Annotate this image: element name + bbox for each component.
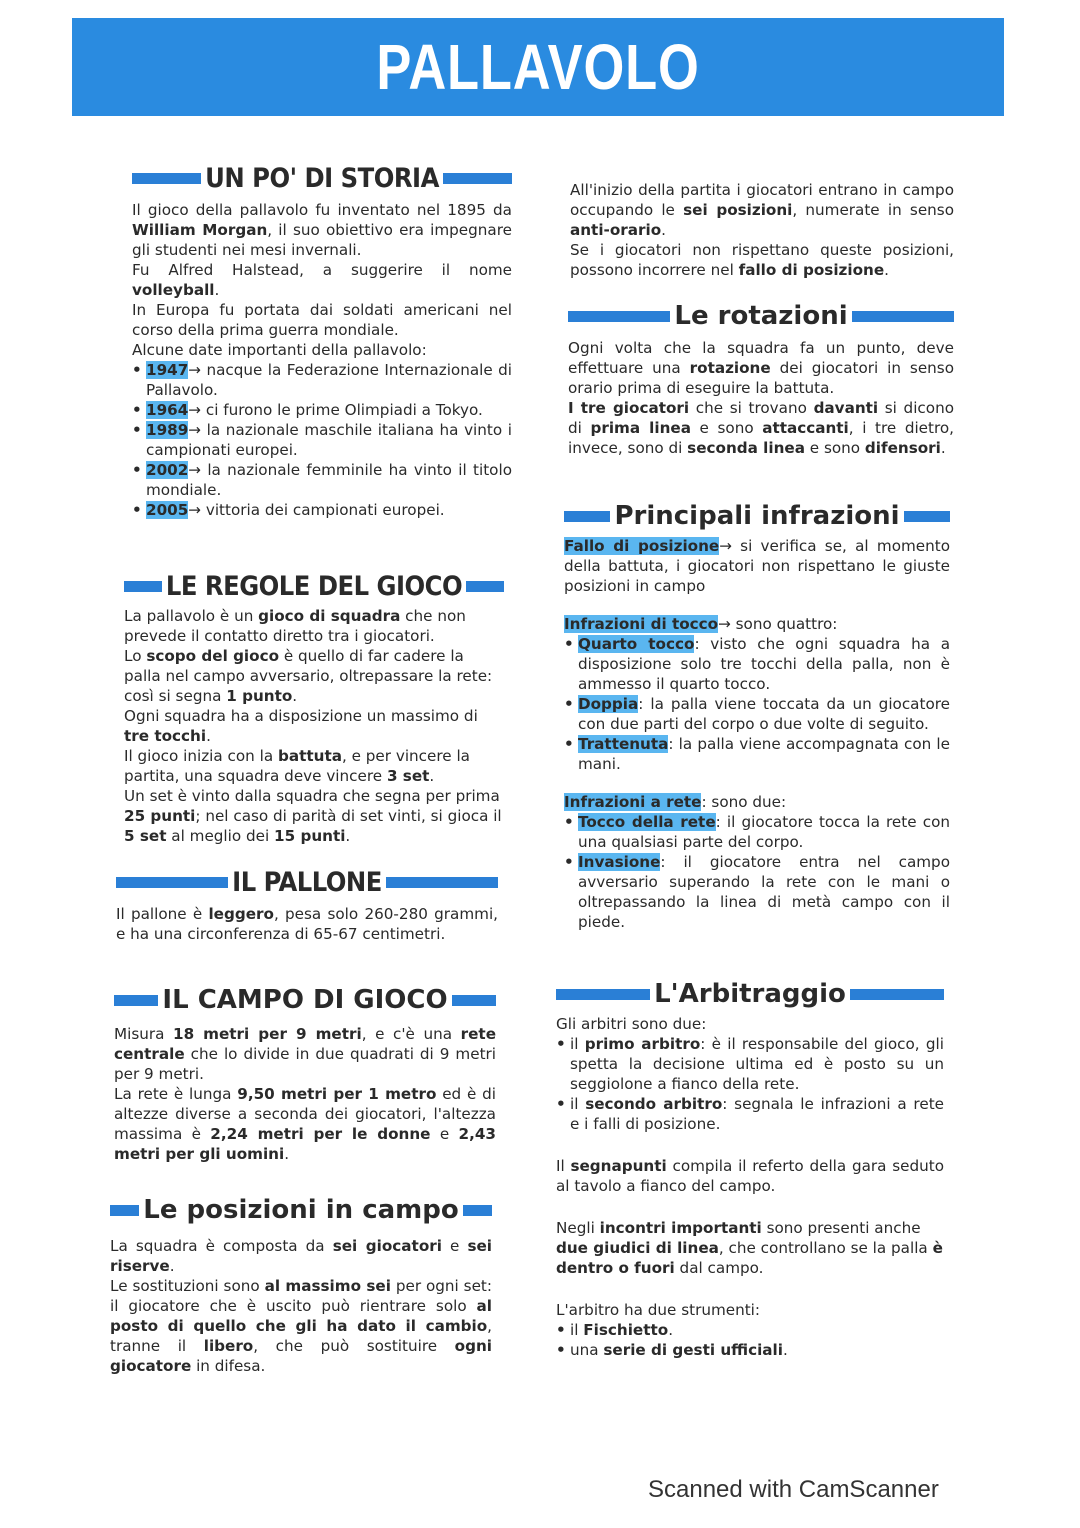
list-item: • 1989→ la nazionale maschile italiana ha vinto i campionati europei. <box>132 420 512 460</box>
heading-arbitraggio <box>556 974 944 1014</box>
section-inizio: All'inizio della partita i giocatori entrano in campo occupando le sei posizioni, numerate in senso anti-orario. Se i giocatori non rispettano queste posizioni, possono incorrere nel fallo di posizione. <box>570 181 954 279</box>
heading-regole <box>124 566 504 606</box>
list-item: • il Fischietto. <box>556 1320 944 1340</box>
list-item: • Trattenuta: la palla viene accompagnata con le mani. <box>564 734 950 774</box>
heading-text: Principali infrazioni <box>614 501 900 531</box>
dates-list <box>132 360 512 520</box>
heading-text: IL CAMPO DI GIOCO <box>162 985 448 1015</box>
heading-text: Le rotazioni <box>674 301 848 331</box>
section-storia: UN PO' DI STORIA Il gioco della pallavolo fu inventato nel 1895 da William Morgan, il suo obiettivo era impegnare gli studenti nei mesi invernali. Fu Alfred Halstead, a suggerire il nome volleyball. In Europa fu portata dai soldati americani nel corso della prima guerra mondiale. Alcune date importanti della pallavolo: • 1947→ nacque la Federazione Internazionale di Pallavolo. • 1964→ ci furono le prime Olimpiadi a Tokyo. • 1989→ la nazionale maschile italiana ha vinto i campionati europei. • 2002→ la nazionale femminile ha vinto il titolo mondiale. • 2005→ vittoria dei campionati europei. <box>132 158 512 520</box>
title-banner <box>72 18 1004 116</box>
list-item: • il primo arbitro: è il responsabile del gioco, gli spetta la decisione ultima ed è posto su un seggiolone a fianco della rete. <box>556 1034 944 1094</box>
list-item: • 2005→ vittoria dei campionati europei. <box>132 500 512 520</box>
heading-rotazioni <box>568 296 954 336</box>
list-item: • il secondo arbitro: segnala le infrazioni a rete e i falli di posizione. <box>556 1094 944 1134</box>
section-regole: LE REGOLE DEL GIOCO La pallavolo è un gioco di squadra che non prevede il contatto diretto tra i giocatori. Lo scopo del gioco è quello di far cadere la palla nel campo avversario, oltrepassare la rete: così si segna 1 punto. Ogni squadra ha a disposizione un massimo di tre tocchi. Il gioco inizia con la battuta, e per vincere la partita, una squadra deve vincere 3 set. Un set è vinto dalla squadra che segna per prima 25 punti; nel caso di parità di set vinti, si gioca il 5 set al meglio dei 15 punti. <box>124 566 504 846</box>
heading-text: L'Arbitraggio <box>654 979 846 1009</box>
list-item: • Quarto tocco: visto che ogni squadra ha a disposizione solo tre tocchi della palla, non è ammesso il quarto tocco. <box>564 634 950 694</box>
heading-text: Le posizioni in campo <box>143 1195 459 1225</box>
section-pallone: IL PALLONE Il pallone è leggero, pesa solo 260-280 grammi, e ha una circonferenza di 65-67 centimetri. <box>116 862 498 944</box>
list-item: • Doppia: la palla viene toccata da un giocatore con due parti del corpo o due volte di seguito. <box>564 694 950 734</box>
list-item: • 1947→ nacque la Federazione Internazionale di Pallavolo. <box>132 360 512 400</box>
list-item: • 2002→ la nazionale femminile ha vinto il titolo mondiale. <box>132 460 512 500</box>
arbitri-list <box>556 1034 944 1134</box>
strumenti-list <box>556 1320 944 1360</box>
section-rotazioni: Le rotazioni Ogni volta che la squadra fa un punto, deve effettuare una rotazione dei giocatori in senso orario prima di eseguire la battuta. I tre giocatori che si trovano davanti si dicono di prima linea e sono attaccanti, i tre dietro, invece, sono di seconda linea e sono difensori. <box>568 296 954 458</box>
heading-text: LE REGOLE DEL GIOCO <box>165 570 463 602</box>
tocco-list <box>564 634 950 774</box>
heading-posizioni <box>110 1190 492 1230</box>
section-campo: IL CAMPO DI GIOCO Misura 18 metri per 9 metri, e c'è una rete centrale che lo divide in due quadrati di 9 metri per 9 metri. La rete è lunga 9,50 metri per 1 metro ed è di altezze diverse a seconda dei giocatori, l'altezza massima è 2,24 metri per le donne e 2,43 metri per gli uomini. <box>114 980 496 1164</box>
scanner-watermark: Scanned with CamScanner <box>648 1476 939 1503</box>
heading-text: IL PALLONE <box>232 866 382 898</box>
list-item: • una serie di gesti ufficiali. <box>556 1340 944 1360</box>
heading-campo <box>114 980 496 1020</box>
heading-pallone <box>116 862 498 902</box>
heading-infrazioni <box>564 496 950 536</box>
section-arbitraggio: L'Arbitraggio Gli arbitri sono due: • il primo arbitro: è il responsabile del gioco, gli spetta la decisione ultima ed è posto su un seggiolone a fianco della rete. • il secondo arbitro: segnala le infrazioni a rete e i falli di posizione. Il segnapunti compila il referto della gara seduto al tavolo a fianco del campo. Negli incontri importanti sono presenti anche due giudici di linea, che controllano se la palla è dentro o fuori dal campo. L'arbitro ha due strumenti: • il Fischietto. • una serie di gesti ufficiali. <box>556 974 944 1360</box>
rete-list <box>564 812 950 932</box>
list-item: • Invasione: il giocatore entra nel campo avversario superando la rete con le mani o oltrepassando la linea di metà campo con il piede. <box>564 852 950 932</box>
section-infrazioni: Principali infrazioni Fallo di posizione→ si verifica se, al momento della battuta, i giocatori non rispettano le giuste posizioni in campo Infrazioni di tocco→ sono quattro: • Quarto tocco: visto che ogni squadra ha a disposizione solo tre tocchi della palla, non è ammesso il quarto tocco. • Doppia: la palla viene toccata da un giocatore con due parti del corpo o due volte di seguito. • Trattenuta: la palla viene accompagnata con le mani. Infrazioni a rete: sono due: • Tocco della rete: il giocatore tocca la rete con una qualsiasi parte del corpo. • Invasione: il giocatore entra nel campo avversario superando la rete con le mani o oltrepassando la linea di metà campo con il piede. <box>564 496 950 932</box>
page-title: PALLAVOLO <box>376 31 700 103</box>
section-posizioni: Le posizioni in campo La squadra è composta da sei giocatori e sei riserve. Le sostituzioni sono al massimo sei per ogni set: il giocatore che è uscito può rientrare solo al posto di quello che gli ha dato il cambio, tranne il libero, che può sostituire ogni giocatore in difesa. <box>110 1190 492 1376</box>
list-item: • Tocco della rete: il giocatore tocca la rete con una qualsiasi parte del corpo. <box>564 812 950 852</box>
heading-storia <box>132 158 512 198</box>
list-item: • 1964→ ci furono le prime Olimpiadi a Tokyo. <box>132 400 512 420</box>
heading-text: UN PO' DI STORIA <box>205 162 439 194</box>
